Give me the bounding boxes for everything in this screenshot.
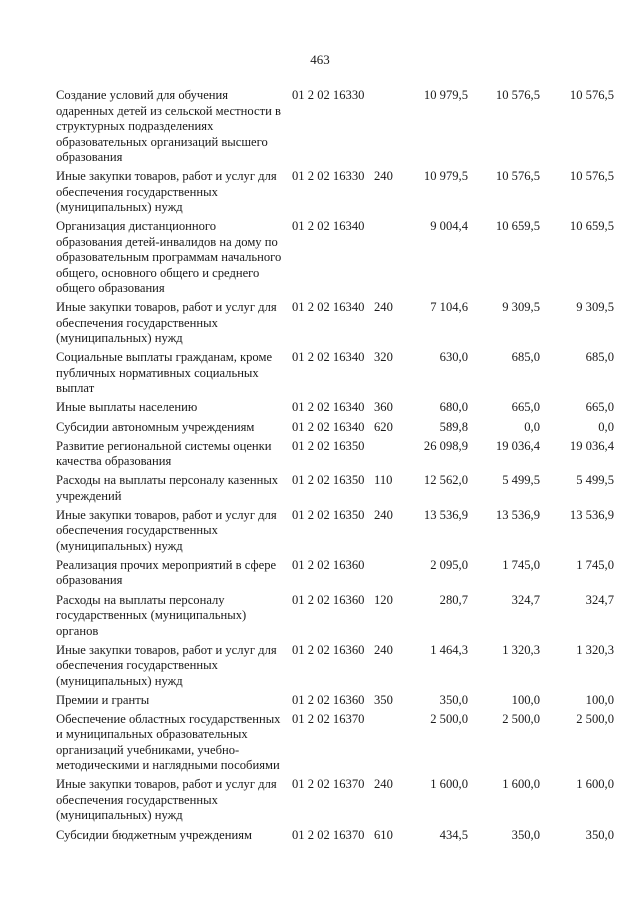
row-code: 01 2 02 16360 [292, 642, 365, 657]
row-value-2: 10 659,5 [495, 219, 540, 234]
row-code: 01 2 02 16340 [292, 419, 365, 434]
row-expense-type: 240 [374, 642, 393, 657]
row-value-2: 0,0 [524, 419, 540, 434]
row-name: Обеспечение областных государственных и муниципальных образовательных организаций учебниками, учебно-методическими и наглядными пособиями [56, 711, 281, 773]
row-value-2: 350,0 [511, 827, 540, 842]
row-name: Иные выплаты населению [56, 400, 198, 415]
row-code: 01 2 02 16340 [292, 400, 365, 415]
row-value-3: 1 600,0 [576, 777, 614, 792]
row-expense-type: 240 [374, 300, 393, 315]
row-value-2: 19 036,4 [495, 438, 540, 453]
row-name: Развитие региональной системы оценки качества образования [56, 438, 272, 469]
row-name: Иные закупки товаров, работ и услуг для обеспечения государственных (муниципальных) нужд [56, 642, 277, 688]
row-value-3: 0,0 [598, 419, 614, 434]
table-row [56, 693, 616, 709]
table-row [56, 219, 616, 297]
row-name: Премии и гранты [56, 692, 150, 707]
table-row [56, 169, 616, 216]
row-code: 01 2 02 16340 [292, 350, 365, 365]
row-value-1: 26 098,9 [423, 438, 468, 453]
table-row [56, 439, 616, 470]
row-code: 01 2 02 16360 [292, 592, 365, 607]
row-value-3: 324,7 [585, 592, 614, 607]
table-row [56, 420, 616, 436]
row-name: Организация дистанционного образования детей-инвалидов на дому по образовательным программам начального общего, основного общего и среднего общего образования [56, 219, 282, 296]
row-code: 01 2 02 16370 [292, 827, 365, 842]
row-code: 01 2 02 16350 [292, 473, 365, 488]
row-value-2: 100,0 [511, 692, 540, 707]
row-code: 01 2 02 16370 [292, 711, 365, 726]
row-code: 01 2 02 16350 [292, 438, 365, 453]
row-value-1: 12 562,0 [423, 473, 468, 488]
table-row [56, 300, 616, 347]
row-name: Субсидии бюджетным учреждениям [56, 827, 252, 842]
page-number: 463 [310, 52, 330, 67]
row-value-3: 1 320,3 [576, 642, 614, 657]
row-value-1: 280,7 [439, 592, 468, 607]
row-expense-type: 320 [374, 350, 393, 365]
table-row [56, 828, 616, 844]
row-value-2: 5 499,5 [502, 473, 540, 488]
row-code: 01 2 02 16360 [292, 557, 365, 572]
row-code: 01 2 02 16330 [292, 169, 365, 184]
row-value-1: 9 004,4 [430, 219, 468, 234]
row-value-3: 665,0 [585, 400, 614, 415]
row-value-3: 350,0 [585, 827, 614, 842]
row-name: Иные закупки товаров, работ и услуг для обеспечения государственных (муниципальных) нужд [56, 777, 277, 823]
row-code: 01 2 02 16340 [292, 300, 365, 315]
row-value-3: 19 036,4 [569, 438, 614, 453]
row-value-1: 2 095,0 [430, 557, 468, 572]
table-row [56, 558, 616, 589]
row-value-2: 10 576,5 [495, 88, 540, 102]
row-value-1: 350,0 [439, 692, 468, 707]
row-name: Субсидии автономным учреждениям [56, 419, 255, 434]
row-value-1: 630,0 [439, 350, 468, 365]
row-name: Расходы на выплаты персоналу казенных учреждений [56, 473, 279, 503]
row-value-2: 665,0 [511, 400, 540, 415]
row-value-3: 1 745,0 [576, 557, 614, 572]
row-value-2: 10 576,5 [495, 169, 540, 184]
row-code: 01 2 02 16340 [292, 219, 365, 234]
row-value-3: 5 499,5 [576, 473, 614, 488]
table-row [56, 508, 616, 555]
row-value-1: 589,8 [439, 419, 468, 434]
row-value-2: 324,7 [511, 592, 540, 607]
row-value-3: 685,0 [585, 350, 614, 365]
table-row [56, 777, 616, 824]
row-value-1: 2 500,0 [430, 711, 468, 726]
row-value-2: 1 320,3 [502, 642, 540, 657]
table-row [56, 400, 616, 416]
budget-table [56, 88, 616, 847]
row-expense-type: 620 [374, 419, 393, 434]
row-name: Реализация прочих мероприятий в сфере образования [56, 557, 277, 588]
row-value-1: 10 979,5 [423, 169, 468, 184]
row-expense-type: 360 [374, 400, 393, 415]
row-value-3: 13 536,9 [569, 507, 614, 522]
row-value-1: 434,5 [439, 827, 468, 842]
row-value-3: 100,0 [585, 692, 614, 707]
row-value-2: 1 600,0 [502, 777, 540, 792]
row-expense-type: 120 [374, 592, 393, 607]
row-expense-type: 240 [374, 777, 393, 792]
row-value-2: 13 536,9 [495, 507, 540, 522]
row-value-3: 10 576,5 [569, 88, 614, 102]
row-code: 01 2 02 16330 [292, 88, 365, 102]
row-value-2: 9 309,5 [502, 300, 540, 315]
row-expense-type: 240 [374, 507, 393, 522]
table-row [56, 643, 616, 690]
row-name: Создание условий для обучения одаренных детей из сельской местности в структурных подразделениях образовательных организаций высшего образования [56, 88, 281, 164]
row-code: 01 2 02 16370 [292, 777, 365, 792]
row-value-3: 10 659,5 [569, 219, 614, 234]
row-code: 01 2 02 16360 [292, 692, 365, 707]
table-row [56, 712, 616, 774]
row-name: Иные закупки товаров, работ и услуг для обеспечения государственных (муниципальных) нужд [56, 300, 277, 346]
table-row [56, 88, 616, 166]
table-row [56, 473, 616, 504]
row-value-3: 2 500,0 [576, 711, 614, 726]
row-name: Социальные выплаты гражданам, кроме публичных нормативных социальных выплат [56, 350, 273, 396]
row-name: Иные закупки товаров, работ и услуг для обеспечения государственных (муниципальных) нужд [56, 507, 277, 553]
row-expense-type: 110 [374, 473, 393, 488]
row-name: Иные закупки товаров, работ и услуг для обеспечения государственных (муниципальных) нужд [56, 169, 277, 215]
row-value-1: 10 979,5 [423, 88, 468, 102]
row-expense-type: 240 [374, 169, 393, 184]
row-value-1: 1 464,3 [430, 642, 468, 657]
row-expense-type: 350 [374, 692, 393, 707]
row-name: Расходы на выплаты персоналу государственных (муниципальных) органов [56, 592, 247, 638]
row-value-1: 1 600,0 [430, 777, 468, 792]
row-value-2: 685,0 [511, 350, 540, 365]
row-value-1: 680,0 [439, 400, 468, 415]
row-code: 01 2 02 16350 [292, 507, 365, 522]
row-expense-type: 610 [374, 827, 393, 842]
row-value-3: 10 576,5 [569, 169, 614, 184]
row-value-1: 13 536,9 [423, 507, 468, 522]
table-row [56, 593, 616, 640]
row-value-3: 9 309,5 [576, 300, 614, 315]
row-value-2: 1 745,0 [502, 557, 540, 572]
row-value-1: 7 104,6 [430, 300, 468, 315]
table-row [56, 350, 616, 397]
row-value-2: 2 500,0 [502, 711, 540, 726]
